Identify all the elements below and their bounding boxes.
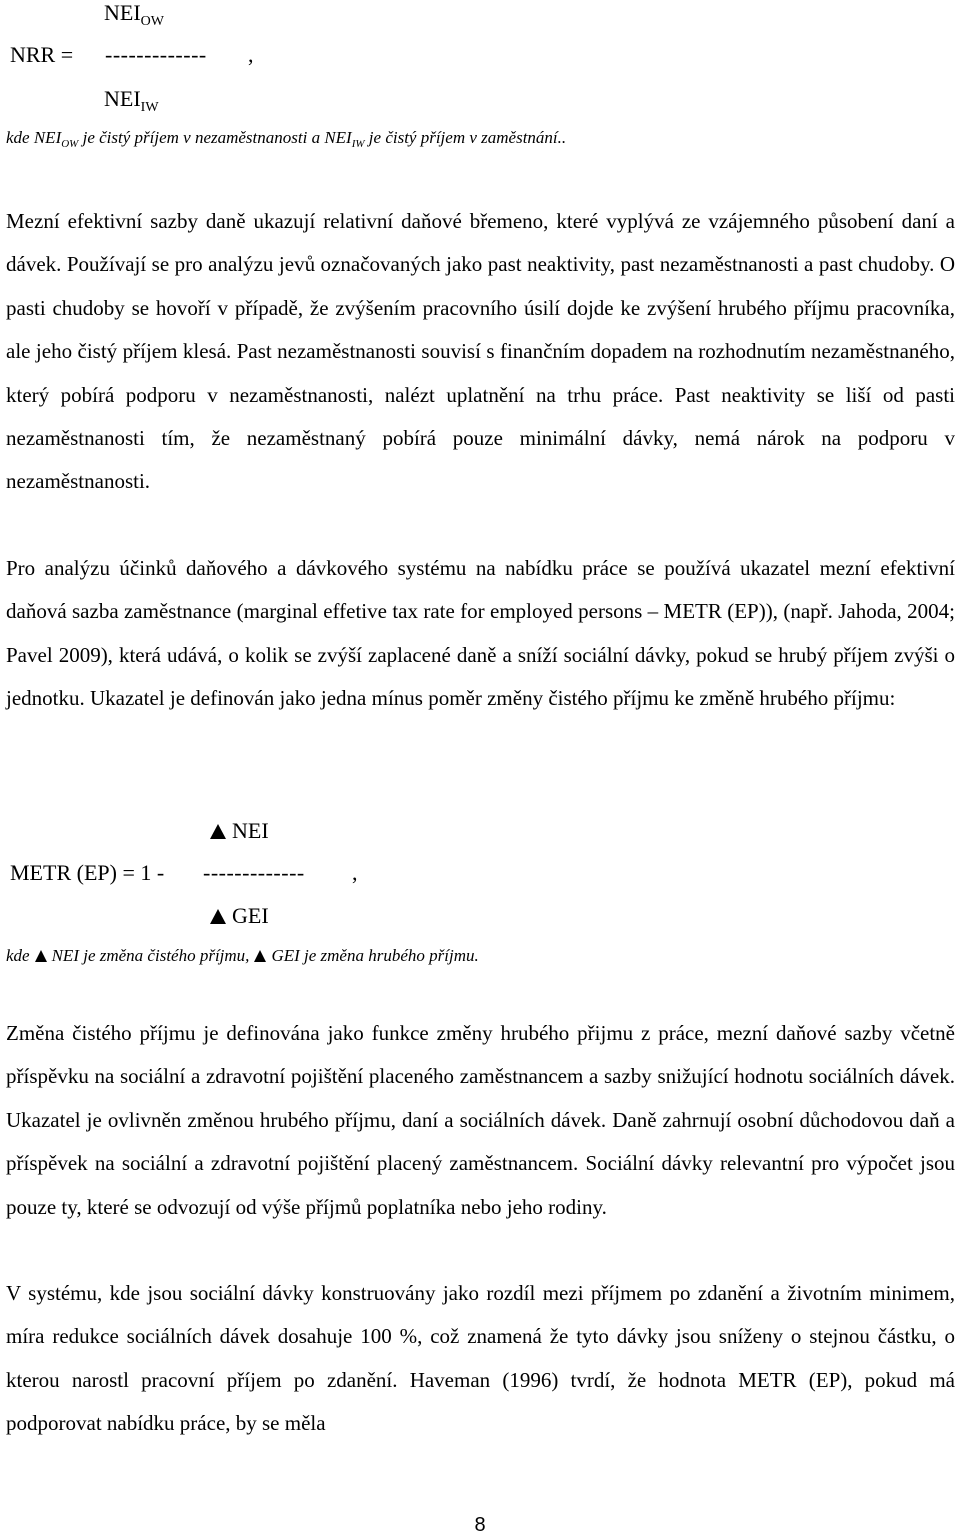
delta-icon [35,950,47,962]
formula2-lhs: METR (EP) = 1 - [10,860,165,885]
formula1-denominator: $NEI_{IW}$ [104,86,159,115]
formula2-comma: , [352,860,358,885]
paragraph-net-income-change: Změna čistého příjmu je definována jako funkce změny hrubého přijmu z práce, mezní daňové sazby včetně příspěvku na sociální a zdravotní pojištění placeného zaměstnancem a sazby snižující hodnotu sociálních dávek. Ukazatel je ovlivněn změnou hrubého příjmu, daní a sociálních dávek. Daně zahrnují osobní důchodovou daň a příspěvek na sociální a zdravotní pojištění placený zaměstnancem. Sociální dávky relevantní pro výpočet jsou pouze ty, které se odvozují od výše příjmů poplatníka nebo jeho rodiny. [6,1021,955,1219]
formula2-note: kde NEI je změna čistého příjmu, GEI je změna hrubého příjmu. [6,946,479,965]
formula1-note: kde $NEI_{OW}$ je čistý příjem v nezaměstnanosti a $NEI_{IW}$ je čistý příjem v zaměstnání.. [6,128,567,150]
delta-icon [210,909,226,924]
formula2-denominator: GEI [210,903,269,929]
formula2-numerator: NEI [210,818,269,844]
formula1-numerator: $NEI_{OW}$ [104,0,164,29]
formula1-lhs: NRR = [10,42,74,67]
paragraph-benefit-system: V systému, kde jsou sociální dávky konstruovány jako rozdíl mezi příjmem po zdanění a životním minimem, míra redukce sociálních dávek dosahuje 100 %, což znamená že tyto dávky jsou sníženy o stejnou částku, o kterou narostl pracovní příjem po zdanění. Haveman (1996) tvrdí, že hodnota METR (EP), pokud má podporovat nabídku práce, by se měla [6,1281,955,1436]
paragraph-metr-definition: Pro analýzu účinků daňového a dávkového systému na nabídku práce se používá ukazatel mezní efektivní daňová sazba zaměstnance (marginal effetive tax rate for employed persons – METR (EP)), (např. Jahoda, 2004; Pavel 2009), která udává, o kolik se zvýší zaplacené daně a sníží sociální dávky, pokud se hrubý příjem zvýši o jednotku. Ukazatel je definován jako jedna mínus poměr změny čistého příjmu ke změně hrubého příjmu: [6,556,955,711]
paragraph-marginal-rates: Mezní efektivní sazby daně ukazují relativní daňové břemeno, které vyplývá ze vzájemného působení daní a dávek. Používají se pro analýzu jevů označovaných jako past neaktivity, past nezaměstnanosti a past chudoby. O pasti chudoby se hovoří v případě, že zvýšením pracovního úsilí dojde ke zvýšení hrubého příjmu pracovníka, ale jeho čistý příjem klesá. Past nezaměstnanosti souvisí s finančním dopadem na rozhodnutím nezaměstnaného, který pobírá podporu v nezaměstnanosti, nalézt uplatnění na trhu práce. Past neaktivity se liší od pasti nezaměstnanosti tím, že nezaměstnaný pobírá pouze minimální dávky, nemá nárok na podporu v nezaměstnanosti. [6,209,955,494]
formula2-fraction-bar: ------------- [203,860,305,885]
formula1-comma: , [248,42,254,67]
formula1-fraction-bar: ------------- [105,42,207,67]
delta-icon [254,950,266,962]
page-number: 8 [474,1514,486,1536]
delta-icon [210,824,226,839]
